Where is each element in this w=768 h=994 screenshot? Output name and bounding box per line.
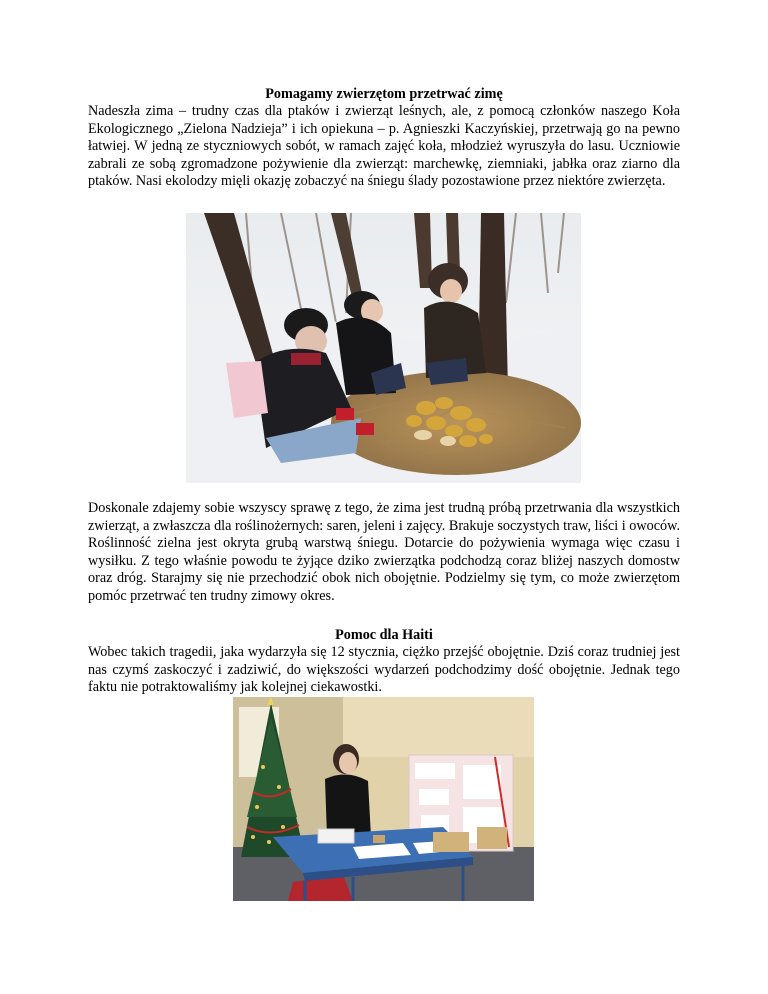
photo-forest-feeding: [186, 213, 581, 483]
photo-haiti-collection: [233, 697, 534, 901]
heading-help-animals: Pomagamy zwierzętom przetrwać zimę: [265, 86, 503, 102]
paragraph-haiti: Wobec takich tragedii, jaka wydarzyła się 12 stycznia, ciężko przejść obojętnie. Dziś coraz trudniej jest nas czymś zaskoczyć i zadziwić, do większości wydarzeń podchodzimy dość obojętnie. Jednak tego faktu nie potraktowaliśmy jak kolejnej ciekawostki.: [88, 644, 680, 695]
heading-help-haiti: Pomoc dla Haiti: [335, 627, 433, 643]
paragraph-forest-trip: Nadeszła zima – trudny czas dla ptaków i zwierząt leśnych, ale, z pomocą członków naszego Koła Ekologicznego „Zielona Nadzieja” i ich opiekuna – p. Agnieszki Kaczyńskiej, przetrwają go na pewno łatwiej. W jedną ze styczniowych sobót, w ramach zajęć koła, młodzież wyruszyła do lasu. Uczniowie zabrali ze sobą zgromadzone pożywienie dla zwierząt: marchewkę, ziemniaki, jabłka oraz ziarno dla ptaków. Nasi ekolodzy mięli okazję zobaczyć na śniegu ślady pozostawione przez niektóre zwierzęta.: [88, 103, 680, 189]
paragraph-winter-survival: Doskonale zdajemy sobie wszyscy sprawę z tego, że zima jest trudną próbą przetrwania dla wszystkich zwierząt, a zwłaszcza dla roślinożernych: saren, jeleni i zajęcy. Brakuje soczystych traw, liści i owoców. Roślinność zielna jest okryta grubą warstwą śniegu. Dotarcie do pożywienia wymaga więc czasu i wysiłku. Z tego właśnie powodu te żyjące dziko zwierzątka podchodzą coraz bliżej naszych domostw oraz dróg. Starajmy się nie przechodzić obok nich obojętnie. Podzielmy się tym, co może zwierzętom pomóc przetrwać ten trudny zimowy okres.: [88, 500, 680, 604]
